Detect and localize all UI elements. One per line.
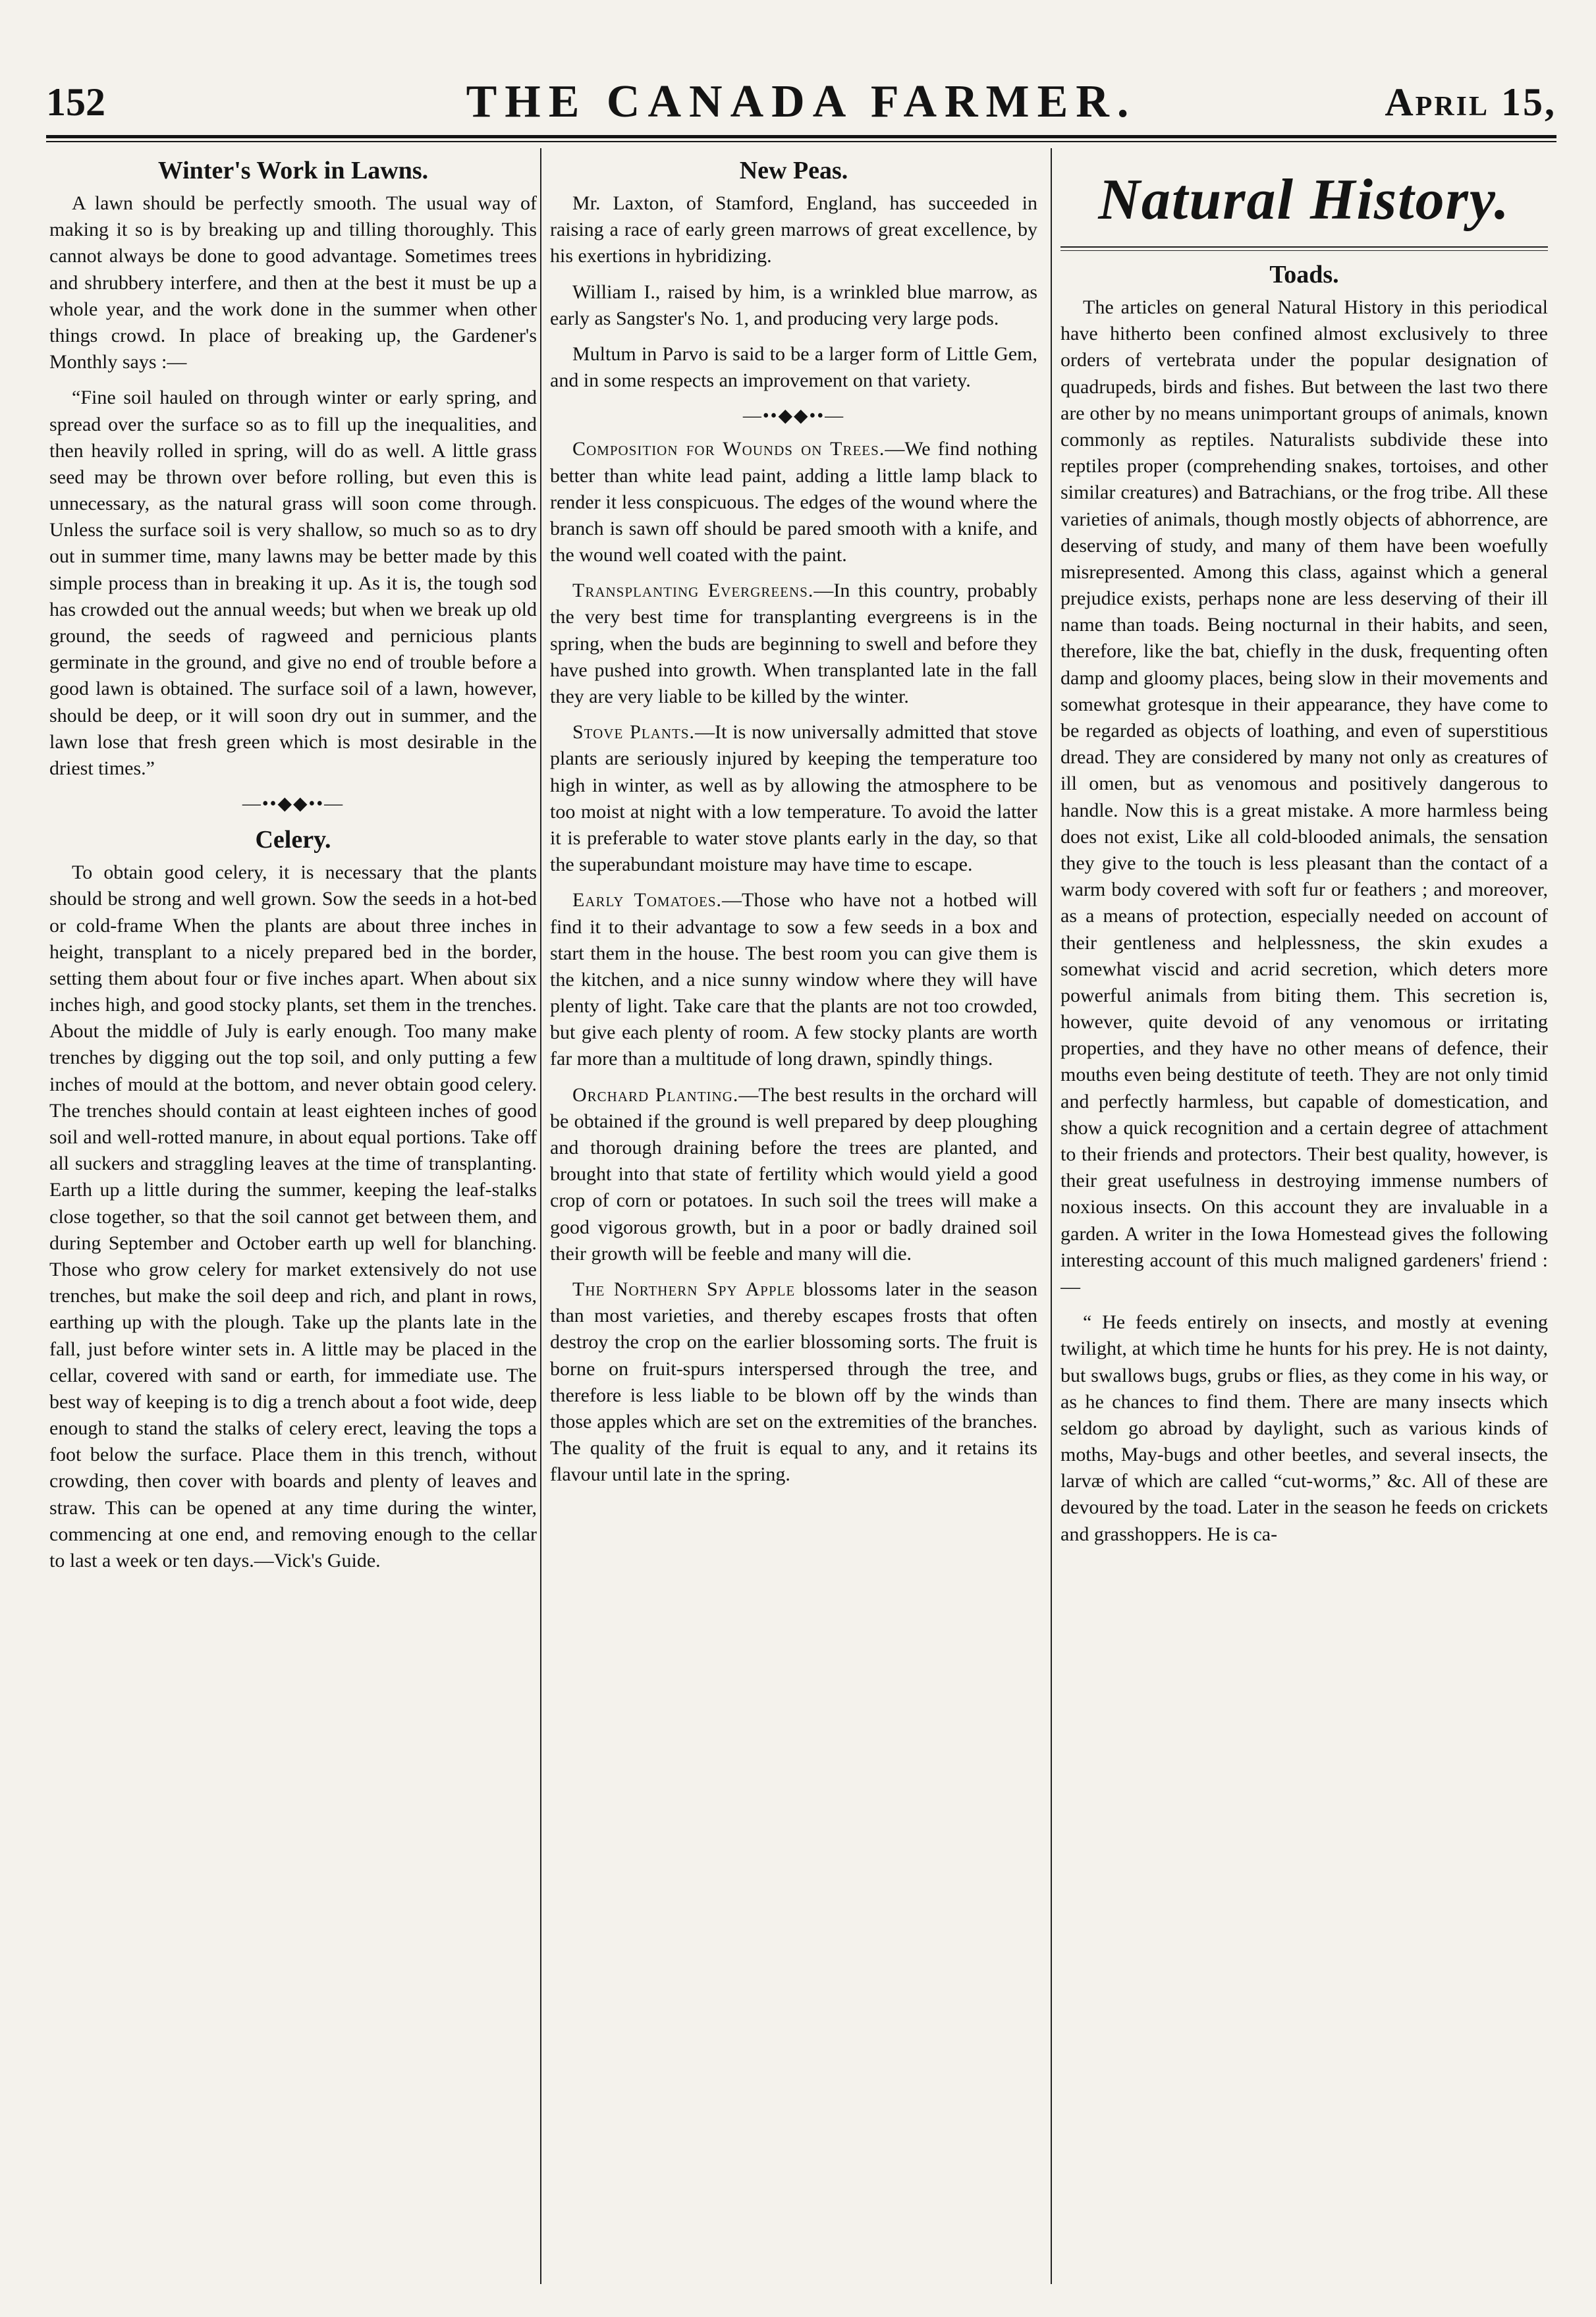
article-paragraph: [550, 436, 1037, 568]
paragraph-body: —The best results in the orchard will be obtained if the ground is well prepared by deep ploughing and thorough draining before the trees are planted, and brought into that state of fertility which would yield a good crop of corn or potatoes. In such soil the trees will make a good vigorous growth, but in a poor or badly drained soil their growth will be feeble and many will die.: [550, 1083, 1037, 1265]
article-paragraph: The articles on general Natural History in this periodical have hitherto been confined almost exclusively to three orders of vertebrata under the popular designation of quadrupeds, birds and fishes. But between the last two there are other by no means unimportant groups of animals, known commonly as reptiles. Naturalists subdivide these into reptiles proper (comprehending snakes, tortoises, and other similar creatures) and Batrachians, or the frog tribe. All these varieties of animals, though mostly objects of abhorrence, are deserving of study, and many of them have been woefully misrepresented. Among this class, against which a general prejudice exists, perhaps none are less deserving of their ill name than toads. Being nocturnal in their habits, and seen, therefore, like the bat, chiefly in the dusk, frequenting often damp and gloomy places, being slow in their movements and somewhat grotesque in their appearance, they have come to be regarded as objects of loathing, and even of superstitious dread. They are considered by many not only as creatures of ill omen, but as venomous and positively dangerous to handle. Now this is a great mistake. A more harmless being does not exist, Like all cold-blooded animals, the sensation they give to the touch is less pleasant than the contact of a warm body covered with soft fur or feathers ; and moreover, as a means of protection, especially needed on account of their gentleness and helplessness, the skin exudes a somewhat viscid and acrid secretion, which deters more powerful animals from biting them. This secretion is, however, quite devoid of any venomous or irritating properties, and they have no other means of defence, their mouths even being destitute of teeth. They are not only timid and perfectly harmless, but capable of domestication, and show a quick recognition and a certain degree of attachment to their friends and protectors. Their best quality, however, is their great usefulness in destroying immense numbers of noxious insects. On this account they are invaluable in a garden. A writer in the Iowa Homestead gives the following interesting account of this much maligned gardeners' friend :—: [1060, 296, 1548, 1297]
paragraph-lead: Early Tomatoes.: [572, 889, 723, 912]
paragraph-body: —It is now universally admitted that stove plants are seriously injured by keeping the temperature too high in winter, as well as by allowing the atmosphere to be too moist at night with a low temperature. To avoid the latter it is preferable to water stove plants early in the day, so that the superabundant moisture may have time to escape.: [550, 721, 1037, 876]
article-paragraph: [550, 887, 1037, 1072]
article-paragraph: To obtain good celery, it is necessary that the plants should be strong and well grown. Sow the seeds in a hot-bed or cold-frame When the plants are about three inches in height, transplant to a nicely prepared bed in the border, setting them about four or five inches apart. When about six inches high, and good stocky plants, set them in the trenches. About the middle of July is early enough. Too many make trenches by digging out the top soil, and only putting a few inches of mould at the bottom, and never obtain good celery. The trenches should contain at least eighteen inches of good soil and well-rotted manure, in about equal portions. Take off all suckers and straggling leaves at the time of transplanting. Earth up a little during the summer, keeping the leaf-stalks close together, so that the soil cannot get between them, and during September and October earth up well for blanching. Those who grow celery for market extensively do not use trenches, but make the soil deep and rich, and plant in rows, earthing up with the plough. Take up the plants late in the fall, just before winter sets in. A little may be placed in the cellar, covered with sand or earth, for immediate use. The best way of keeping is to dig a trench about a foot wide, deep enough to stand the stalks of celery erect, leaving the tops a foot below the surface. Place them in this trench, without crowding, then cover with boards and plenty of leaves and straw. This can be opened at any time during the winter, commencing at one end, and removing enough to the cellar to last a week or ten days.—Vick's Guide.: [49, 861, 537, 1571]
paper-title: THE CANADA FARMER.: [466, 76, 1137, 127]
paragraph-lead: Composition for Wounds on Trees.: [572, 438, 885, 460]
paragraph-body: —In this country, probably the very best time for transplanting evergreens is in the spring, when the buds are beginning to swell and before they have pushed into growth. When transplanted late in the fall they are very liable to be killed by the winter.: [550, 580, 1037, 707]
article-paragraph: [550, 1276, 1037, 1488]
article-heading-toads: Toads.: [1269, 261, 1339, 288]
article-heading-lawns: Winter's Work in Lawns.: [157, 157, 429, 184]
article-paragraph: [550, 578, 1037, 710]
article-paragraph: A lawn should be perfectly smooth. The usual way of making it so is by breaking up and tilling thoroughly. This cannot always be done to good advantage. Sometimes trees and shrubbery interfere, and then at the best it must be up a whole year, and the work done in the summer when other things crowd. In place of breaking up, the Gardener's Monthly says :—: [49, 192, 537, 373]
article-paragraph: “ He feeds entirely on insects, and mostly at evening twilight, at which time he hunts for his prey. He is not dainty, but swallows bugs, grubs or flies, as they come in his way, or as he chances to find them. There are many insects which seldom go abroad by daylight, such as various kinds of moths, May-bugs and other beetles, and several insects, the larvæ of which are called “cut-worms,” &c. All of these are devoured by the toad. Later in the season he feeds on crickets and grasshoppers. He is ca-: [1060, 1311, 1548, 1545]
masthead-rule-thin: [46, 141, 1556, 142]
article-paragraph: Multum in Parvo is said to be a larger form of Little Gem, and in some respects an improvement on that variety.: [550, 342, 1037, 392]
section-heading: Natural History.: [1098, 168, 1510, 232]
section-rule: [1060, 246, 1548, 251]
issue-date: April 15,: [1385, 80, 1556, 124]
paragraph-body: —Those who have not a hotbed will find it to their advantage to sow a few seeds in a box and start them in the house. The best room you can give them is the kitchen, and a nice sunny window where they will have plenty of light. Take care that the plants are not too crowded, but give each plenty of room. A few stocky plants are worth far more than a multitude of long drawn, spindly things.: [550, 889, 1037, 1070]
column-right: [1060, 148, 1548, 2284]
article-heading-celery: Celery.: [255, 826, 331, 854]
page-number: 152: [46, 80, 105, 124]
column-left: [49, 148, 537, 2284]
ornamental-divider: —••◆◆••—: [742, 406, 845, 427]
article-paragraph: [550, 1082, 1037, 1267]
column-divider: [540, 148, 541, 2284]
column-middle: [550, 148, 1037, 2284]
masthead: [46, 72, 1556, 132]
article-paragraph: Mr. Laxton, of Stamford, England, has succeeded in raising a race of early green marrows of great excellence, by his exertions in hybridizing.: [550, 192, 1037, 267]
paragraph-body: blossoms later in the season than most varieties, and thereby escapes frosts that often destroy the crop on the earlier blossoming sorts. The fruit is borne on fruit-spurs interspersed through the tree, and therefore is less liable to be blown off by the winds than those apples which are set on the extremities of the branches. The quality of the fruit is equal to any, and it retains its flavour until late in the spring.: [550, 1278, 1037, 1486]
masthead-rule-thick: [46, 135, 1556, 138]
paragraph-lead: The Northern Spy Apple: [572, 1278, 796, 1300]
article-paragraph: William I., raised by him, is a wrinkled blue marrow, as early as Sangster's No. 1, and producing very large pods.: [550, 281, 1037, 329]
paragraph-body: —We find nothing better than white lead paint, adding a little lamp black to render it less conspicuous. The edges of the wound where the branch is sawn off should be pared smooth with a knife, and the wound well coated with the paint.: [550, 438, 1037, 566]
paragraph-lead: Orchard Planting.: [572, 1083, 739, 1106]
article-paragraph: “Fine soil hauled on through winter or early spring, and spread over the surface so as to fill up the inequalities, and then heavily rolled in spring, will do as well. A little grass seed may be thrown over before rolling, but even this is unnecessary, as the natural grass will soon come through. Unless the surface soil is very shallow, so much so as to dry out in summer time, many lawns may be better made by this simple process than in breaking it up. As it is, the tough sod has crowded out the annual weeds; but when we break up old ground, the seeds of ragweed and pernicious plants germinate in the ground, and give no end of trouble before a good lawn is obtained. The surface soil of a lawn, however, should be deep, or it will soon dry out in summer, and the lawn lose that fresh green which is most desirable in the driest times.”: [49, 387, 537, 779]
paragraph-lead: Transplanting Evergreens.: [572, 580, 814, 602]
article-paragraph: [550, 719, 1037, 878]
column-divider: [1051, 148, 1052, 2284]
paragraph-lead: Stove Plants.: [572, 721, 696, 744]
ornamental-divider: —••◆◆••—: [242, 794, 344, 815]
article-heading-peas: New Peas.: [739, 157, 848, 184]
